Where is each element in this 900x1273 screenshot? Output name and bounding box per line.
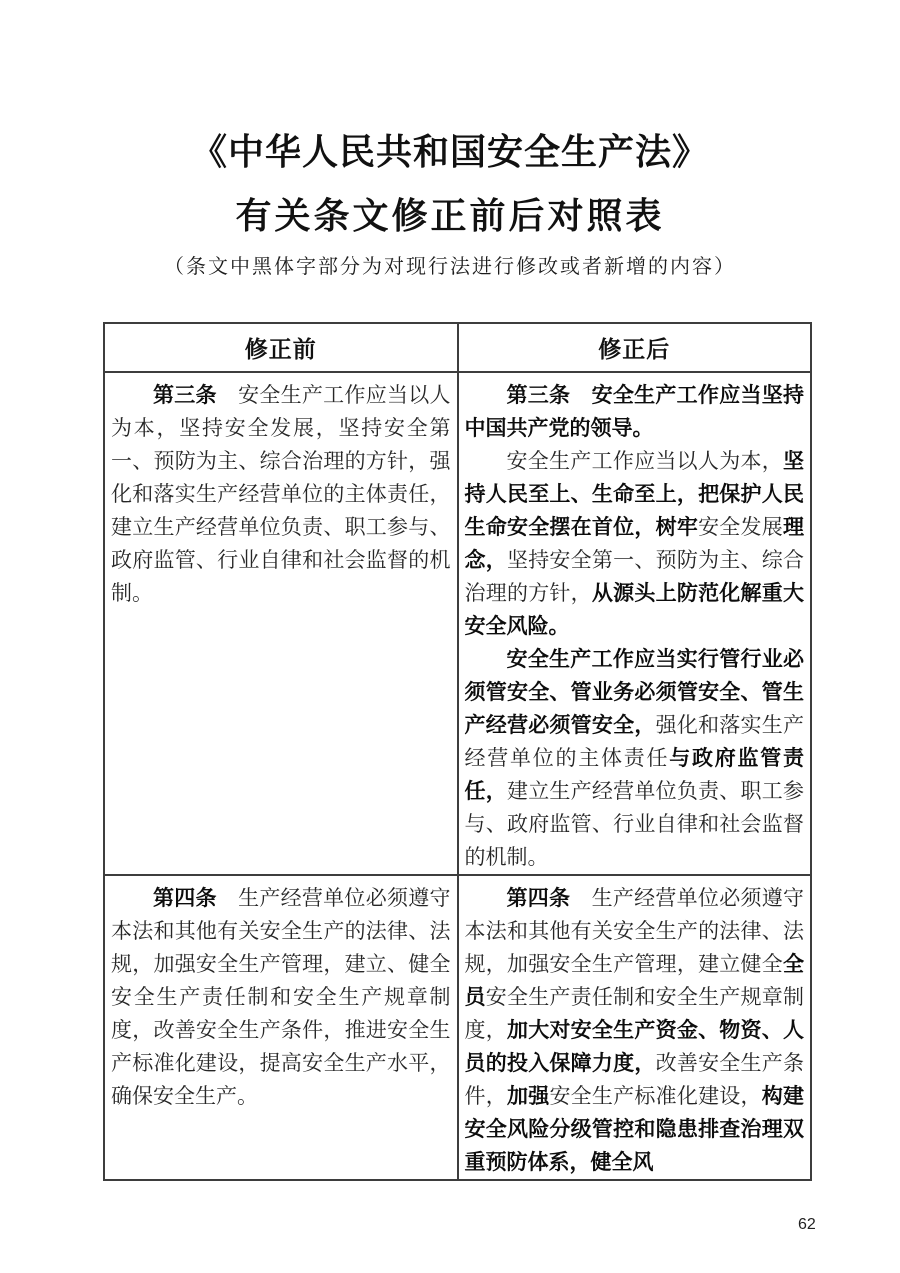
original-text: 建立生产经营单位负责、职工参与、政府监管、行业自律和社会监督的机制。 <box>464 779 805 869</box>
original-text: 改善安全生产条件， <box>464 1051 805 1108</box>
original-text: 生产经营单位必须遵守本法和其他有关安全生产的法律、法规，加强安全生产管理，建立、健全安全生产责任制和安全生产规章制度，改善安全生产条件，推进安全生产标准化建设，提高安全生产水平，确保安全生产。 <box>111 886 451 1108</box>
amended-text: 安全生产工作应当实行管行业必须管安全、管业务必须管安全、管生产经营必须管安全， <box>464 648 804 737</box>
law-paragraph <box>465 882 805 1179</box>
law-paragraph <box>465 643 805 874</box>
amended-text: 与政府监管责任， <box>464 747 804 803</box>
amended-text: 第四条 <box>506 887 571 910</box>
law-paragraph <box>111 379 451 610</box>
doc-title-line1: 《中华人民共和国安全生产法》 <box>190 132 709 172</box>
col-header-after: 修正后 <box>458 323 812 372</box>
table-row-第四条 <box>104 875 811 1180</box>
amended-text: 构建安全风险分级管控和隐患排查治理双重预防体系，健全风 <box>464 1085 805 1174</box>
table-row-第三条 <box>104 372 811 875</box>
doc-subtitle: （条文中黑体字部分为对现行法进行修改或者新增的内容） <box>164 256 736 278</box>
doc-title-line2: 有关条文修正前后对照表 <box>235 196 665 236</box>
amended-text: 第三条 安全生产工作应当坚持中国共产党的领导。 <box>464 384 804 440</box>
comparison-table <box>103 322 812 1181</box>
amended-text: 坚持人民至上、生命至上，把保护人民生命安全摆在首位，树牢 <box>464 450 804 539</box>
original-text: 坚持安全第一、预防为主、综合治理的方针， <box>464 548 805 605</box>
amended-text: 全员 <box>464 953 804 1009</box>
after-cell <box>458 372 812 875</box>
amended-text: 第四条 <box>153 887 217 910</box>
table-header-row <box>104 323 811 372</box>
amended-text: 加强 <box>506 1085 550 1108</box>
amended-text: 从源头上防范化解重大安全风险。 <box>464 582 805 638</box>
amended-text: 加大对安全生产资金、物资、人员的投入保障力度， <box>464 1019 805 1075</box>
amended-text: 第三条 <box>153 384 217 407</box>
original-text: 安全生产工作应当以人为本，坚持安全发展，坚持安全第一、预防为主、综合治理的方针，强化和落实生产经营单位的主体责任，建立生产经营单位负责、职工参与、政府监管、行业自律和社会监督的机制。 <box>111 383 451 605</box>
after-cell <box>458 875 812 1180</box>
original-text: 生产经营单位必须遵守本法和其他有关安全生产的法律、法规，加强安全生产管理，建立健全 <box>464 886 805 976</box>
original-text: 安全生产责任制和安全生产规章制度， <box>464 985 804 1042</box>
original-text: 安全生产工作应当以人为本， <box>506 449 783 473</box>
law-paragraph <box>465 379 805 445</box>
original-text: 安全发展 <box>698 515 784 539</box>
before-cell <box>104 875 458 1180</box>
law-paragraph <box>111 882 451 1113</box>
original-text: 安全生产标准化建设， <box>549 1084 762 1108</box>
page-number: 62 <box>798 1216 816 1233</box>
col-header-before: 修正前 <box>104 323 458 372</box>
law-paragraph <box>465 445 805 643</box>
amended-text: 理念， <box>464 516 805 572</box>
original-text: 强化和落实生产经营单位的主体责任 <box>464 713 805 770</box>
before-cell <box>104 372 458 875</box>
